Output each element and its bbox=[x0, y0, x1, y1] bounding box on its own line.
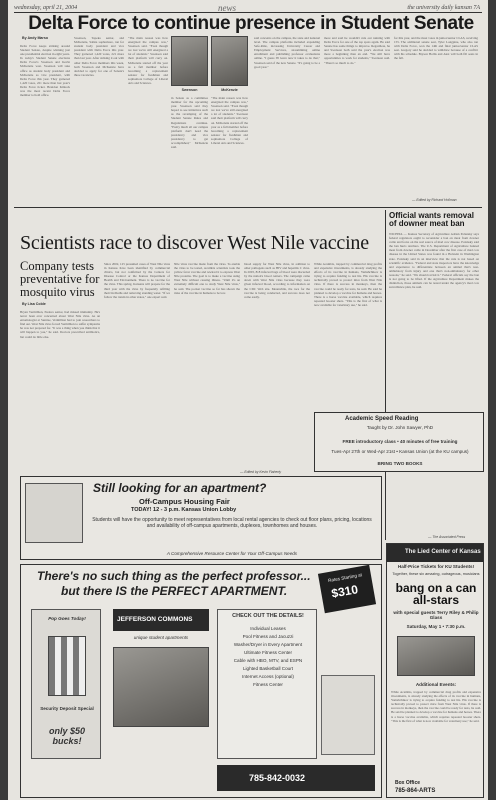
jefferson-headline-1: There's no such thing as the perfect professor... bbox=[37, 569, 311, 583]
masthead-page: the university daily kansan 7A bbox=[407, 5, 480, 11]
amenity-1: Individual Leases bbox=[250, 626, 286, 631]
speed-reading-when: Tues-Apr 27th or Wed-Apr 21st • Kansas Union (at the KU campus) bbox=[331, 449, 469, 454]
vaccine-column-2: Since 2002, 125 presumed cases of West Nile virus in Kansas have been identified by commercial clinics, but not confirmed by the Centers for Disease Control or the Kansas Department of Health and Environment. There is no vaccine for the virus. This spring, Kansans will prepare for the third year with the virus by frequently refilling their birdbaths and removing standing water. "If we follow the trends in other states," one expert said. bbox=[104, 262, 170, 299]
mckenzie-photo bbox=[211, 36, 248, 86]
sidebar-body: WICHITA — Kansas Secretary of Agriculture Adrian Polansky says federal regulators ought to reconsider a ban on meat from downer cattle and focus on the real source of mad cow disease. Polansky said the ban hurts ranchers. The U.S. Department of Agriculture banned meat from downer cattle in December after the first case of mad cow disease in the United States was found in a Holstein in Washington state. Polansky said in an interview that the rule is not based on scientific evidence. "Federal and state inspectors have the knowledge and experience to differentiate between an animal that's non-ambulatory from injury and one that's non-ambulatory for other reasons," he said. "We should revisit it." Federal officials say the ban is not going to be lifted. If the Agriculture Department makes the distinction, those animals can be tested under the agency's mad cow surveillance plan, he said. bbox=[389, 232, 479, 290]
sidebar-credit: — The Associated Press bbox=[428, 535, 466, 539]
lied-when: Saturday, May 1 • 7:30 p.m. bbox=[406, 624, 466, 629]
senate-headline: Delta Force to continue presence in Student Senate bbox=[28, 13, 474, 34]
swenson-photo bbox=[171, 36, 208, 86]
pop-goes-today: Pop Goes Today! bbox=[48, 616, 86, 621]
speed-reading-ad bbox=[314, 412, 484, 472]
speed-reading-bring: BRING TWO BOOKS bbox=[377, 461, 423, 466]
newspaper-page bbox=[8, 0, 488, 800]
senate-column-7: for this year, and the most votes in junior/senior CLAS, receiving 155. The additional senate seat, Tyler Longpine, who also ran with Delta Force, won the 14th and final junior/senior CLAS seat. Gregory said he decided to withdraw because of a conflict with his schedule. Bryson Hollis and Alex will both fill seats in the fall. bbox=[394, 36, 478, 61]
amenities-title: CHECK OUT THE DETAILS! bbox=[232, 613, 304, 619]
deposit-price: only $50 bucks! bbox=[48, 726, 86, 746]
housing-fair-ad bbox=[20, 476, 382, 560]
lied-name: The Lied Center of Kansas bbox=[405, 549, 481, 555]
speed-reading-title: Academic Speed Reading bbox=[345, 416, 419, 422]
lied-events-list: While Acambis, trapped by commercial drug profits and expensive investments, is already studying the effects of its vaccine in humans, Yamshchikov is trying to acquire funding to test his. His vaccine is technically proved to protect mice from West Nile virus. If there is success in monkeys, then the vaccine could be ready for tests, he said. He said he planned to develop a vaccine for humans and horses. There is a horse vaccine available, which requires repeated booster shots. "This is the first of what is now available for veterinary use," he said. bbox=[391, 690, 481, 723]
senate-editor-credit: — Edited by Richard Hollman bbox=[412, 198, 457, 202]
lied-pre: Together, these six amazing, outrageous, musicians bbox=[392, 572, 480, 576]
vaccine-editor-credit: — Edited by Kevin Flaherty bbox=[240, 470, 282, 474]
sidebar-headline: Official wants removal of downer meat ban bbox=[389, 211, 474, 228]
senate-column-3: "The main reason was how energized the campus was," Swenson said. "Even though we lost we've still energized a lot of students." Swenson said their platform will carry on. McKenzie started off the year as a full member before becoming a replacement senator for freshman and sophomore College of Liberal Arts and Sciences. bbox=[128, 36, 168, 86]
lied-special: with special guests Terry Riley & Philip Glass bbox=[393, 610, 479, 621]
vaccine-column-3: Nile virus vaccine made from the virus. To enable the virus to be tested, Acambis scientists took the yellow fever vaccine and rewired it to express West Nile proteins. The goal is to make a vaccine using West Nile without causing illness. "Until it's an extremely difficult one to study West Nile virus," he said. The pocket vaccine so far has shown the risks of the vaccine in humans to be low. bbox=[174, 262, 240, 295]
senate-byline: By Andy Marso bbox=[22, 36, 49, 40]
vaccine-headline: Scientists race to discover West Nile vaccine bbox=[20, 232, 369, 254]
housing-fair-body: Students will have the opportunity to meet representatives from local rental agencies to check out floor plans, pricing, locations and availability of off-campus apartments, duplexes, townhomes and houses. bbox=[92, 517, 372, 529]
amenity-2: Pool Fitness and Jacuzzi bbox=[242, 634, 294, 639]
jefferson-brand: JEFFERSON COMMONS bbox=[117, 616, 193, 623]
amenity-8: Fitness Center bbox=[253, 682, 283, 687]
jefferson-headline-2: but there IS the PERFECT APARTMENT. bbox=[61, 584, 288, 598]
jefferson-phone: 785-842-0032 bbox=[249, 773, 306, 783]
amenity-5: Cable with HBO, MTV, and ESPN bbox=[233, 658, 303, 663]
sidebar-divider bbox=[385, 210, 386, 540]
vaccine-column-4: blood supply for West Nile virus, in addition to other pathogens such as HIV and hepatitis C virus. In 2003, 818 infected bags of blood were discarded by the nation's blood centers. The campaign came down with West Nile virus because they were given infected blood, according to information on the CDC Web site. Meanwhile, the race for the vaccine is being conducted, and success does not come easily. bbox=[244, 262, 310, 299]
jefferson-tagline: unique student apartments bbox=[133, 635, 189, 640]
apartment-photo bbox=[113, 647, 209, 727]
issue-date: wednesday, april 21, 2004 bbox=[14, 5, 78, 11]
amenity-3: Washer/Dryer in Every Apartment bbox=[233, 642, 303, 647]
housing-fair-title: Still looking for an apartment? bbox=[93, 481, 267, 495]
housing-fair-subtitle: Off-Campus Housing Fair bbox=[139, 497, 230, 506]
rates-burst bbox=[318, 565, 376, 613]
speed-reading-free: FREE introductory class • 40 minutes of free training bbox=[342, 439, 458, 444]
swenson-caption: Swenson bbox=[181, 88, 198, 92]
senate-column-4a: in Senate as a committee member for the upcoming year. Swenson said they hoped to see initiatives such as the revamping of the Student Senate Rules and Regulations continue. "Pretty much all our campus platform don't need the presidency and vice presidency to get accomplished," McKenzie said. bbox=[171, 96, 208, 150]
vaccine-subhead: Company tests preventative for mosquito virus bbox=[20, 259, 100, 299]
senate-column-5: said concerns on the campus, the state and national level. The campus platforms included expanding Safe-Ride, increasing University Career and Employment Services, streamlining online enrollment and publishing professor evaluations online. "I guess I'll leave new it takes to do that," Swenson said of the new Senate. "It's going to be a good year." bbox=[254, 36, 320, 69]
lied-events-title: Additional Events: bbox=[415, 682, 457, 687]
section-name: news bbox=[218, 3, 236, 13]
amenity-7: Internet Access (optional) bbox=[242, 674, 294, 679]
senate-column-6: more and said he wouldn't rule out running with Delta Force for one of the top spots again. He said Senate has some things to improve. Regardless, he and Swenson both said the year's election was more a beginning than an end. "We still have opportunities to work for students," Swenson said. "There's so much to do." bbox=[324, 36, 390, 65]
phone-banner bbox=[217, 765, 375, 791]
lied-banner bbox=[387, 544, 484, 562]
lied-center-ad bbox=[386, 543, 484, 798]
lied-guests-photo bbox=[397, 636, 475, 676]
map-graphic bbox=[321, 675, 375, 755]
jefferson-logo bbox=[113, 609, 209, 631]
senate-column-4b: "The main reason was how energized the campus was," Swenson said. "Even though we lost we've still energized a lot of students." Swenson said their platform will carry on. McKenzie started off the year as a full member before becoming a replacement senator for freshman and sophomore College of Liberal Arts and Sciences. bbox=[211, 96, 248, 146]
amenity-4: Ultimate Fitness Center bbox=[244, 650, 292, 655]
senate-column-2: Swenson, Topeka senior, and McKenzie, Salina sophomore, ran for student body president and vice president with Delta Force this year. They garnered 1,420 votes, 221 more than last year. After striking it out with other Delta Force members this week, both Swenson and McKenzie have decided to apply for one of Senate's three vacancies. bbox=[74, 36, 124, 77]
vaccine-column-5: While Acambis, trapped by commercial drug profits and expensive investments, is already studying the effects of its vaccine in humans, Yamshchikov is trying to acquire funding to test his. His vaccine is technically proved to protect mice from West Nile virus. If there is success in monkeys, then the vaccine could be ready for tests, he said. He said he planned to develop a vaccine for humans and horses. There is a horse vaccine available, which requires repeated booster shots. "This is the first of what is now available for veterinary use," he said. bbox=[314, 262, 382, 307]
jefferson-commons-ad bbox=[20, 564, 382, 798]
lied-box-office: Box Office bbox=[395, 780, 421, 786]
senate-column-1: Delta Force keeps striking around Student Senate, despite winning just one presidential election in eight years. In today's Student Senate elections Delta Force's Swenson and Kevin McKenzie won. Swenson will take office as student body president and McKenzie as vice president, with Delta Force this year. They garnered 1,420 votes, 221 more than last year's Delta Force ticket. Brandon Kinlock was the most recent Delta Force member to hold office. bbox=[20, 44, 70, 98]
housing-fair-date: TODAY! 12 - 3 p.m. Kansas Union Lobby bbox=[131, 507, 237, 513]
popcorn-box-icon bbox=[48, 636, 86, 696]
lied-headliner: bang on a can all-stars bbox=[395, 581, 477, 607]
section-rule bbox=[14, 207, 482, 208]
housing-fair-footer: A Comprehensive Resource Center for Your Off-Campus Needs bbox=[166, 551, 298, 556]
rates-value: $310 bbox=[330, 582, 360, 601]
housing-fair-logo bbox=[25, 483, 83, 543]
amenities-box bbox=[217, 609, 317, 759]
amenity-6: Lighted Basketball Court bbox=[242, 666, 294, 671]
popcorn-graphic bbox=[31, 609, 101, 759]
deposit-special: Security Deposit Special bbox=[40, 706, 94, 711]
speed-reading-teacher: Taught by Dr. John Sawyer, PhD bbox=[366, 425, 434, 430]
vaccine-byline: By Lisa Coble bbox=[22, 302, 46, 306]
vaccine-column-1: Bryan Vermillion, Eudora senior, had missed immunity. He's never been ever concerned about West Nile virus. As an entomologist at Sunrise, Vermillion had to join researchers to find out. West Nile virus forced Vermillion to suffer symptoms he was not prepared for. "It was a thing when you think that it will happen to you," he said. Doctors prescribed antibiotics, but could do little else. bbox=[20, 310, 100, 339]
mckenzie-caption: McKenzie bbox=[221, 88, 238, 92]
lied-tickets: Half-Price Tickets for KU Students! bbox=[397, 564, 475, 569]
lied-phone: 785-864-ARTS bbox=[395, 788, 436, 794]
rates-label: Rates Starting at bbox=[327, 572, 363, 584]
